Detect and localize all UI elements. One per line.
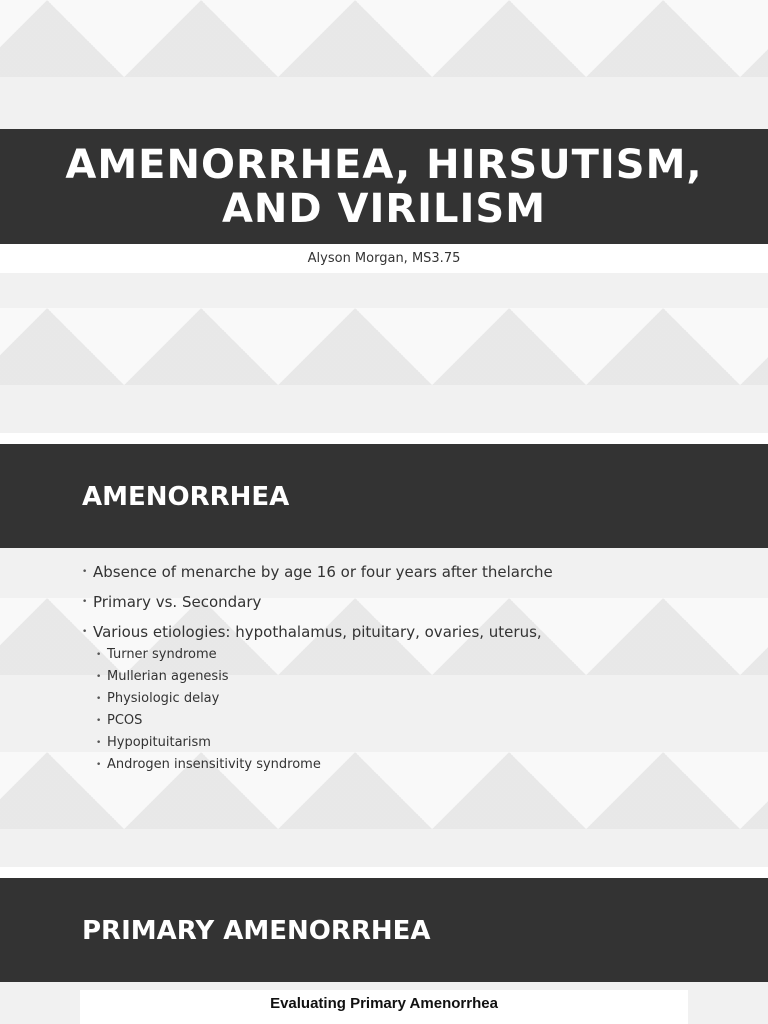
slide-header-band — [0, 878, 768, 982]
title-band — [0, 129, 768, 244]
subtitle-band — [0, 244, 768, 273]
figure-panel — [80, 990, 688, 1024]
bullet-list — [82, 562, 742, 786]
slide-title: PRIMARY AMENORRHEA — [82, 916, 431, 946]
sub-bullet-item: • Physiologic delay — [96, 688, 742, 710]
sub-bullet-item: • Hypopituitarism — [96, 732, 742, 754]
slide-divider — [0, 867, 768, 878]
presentation-title: AMENORRHEA, HIRSUTISM, AND VIRILISM — [65, 141, 703, 232]
slide-header-band — [0, 444, 768, 548]
bullet-item-text: Various etiologies: hypothalamus, pituitary, ovaries, uterus, — [93, 623, 542, 641]
sub-bullet-item: • Mullerian agenesis — [96, 666, 742, 688]
bullet-item — [82, 622, 742, 776]
figure-title: Evaluating Primary Amenorrhea — [270, 995, 498, 1012]
slide-divider — [0, 433, 768, 444]
presentation-author: Alyson Morgan, MS3.75 — [307, 251, 461, 266]
slide-amenorrhea — [0, 444, 768, 867]
sub-bullet-item: • PCOS — [96, 710, 742, 732]
bullet-item: • Absence of menarche by age 16 or four years after thelarche — [82, 562, 742, 582]
sub-bullet-item: • Androgen insensitivity syndrome — [96, 754, 742, 776]
bullet-item: • Primary vs. Secondary — [82, 592, 742, 612]
sub-bullet-item: • Turner syndrome — [96, 644, 742, 666]
slide-primary-amenorrhea — [0, 878, 768, 1024]
sub-bullet-list — [96, 644, 742, 776]
slide-title — [0, 0, 768, 433]
slide-title: AMENORRHEA — [82, 482, 290, 512]
